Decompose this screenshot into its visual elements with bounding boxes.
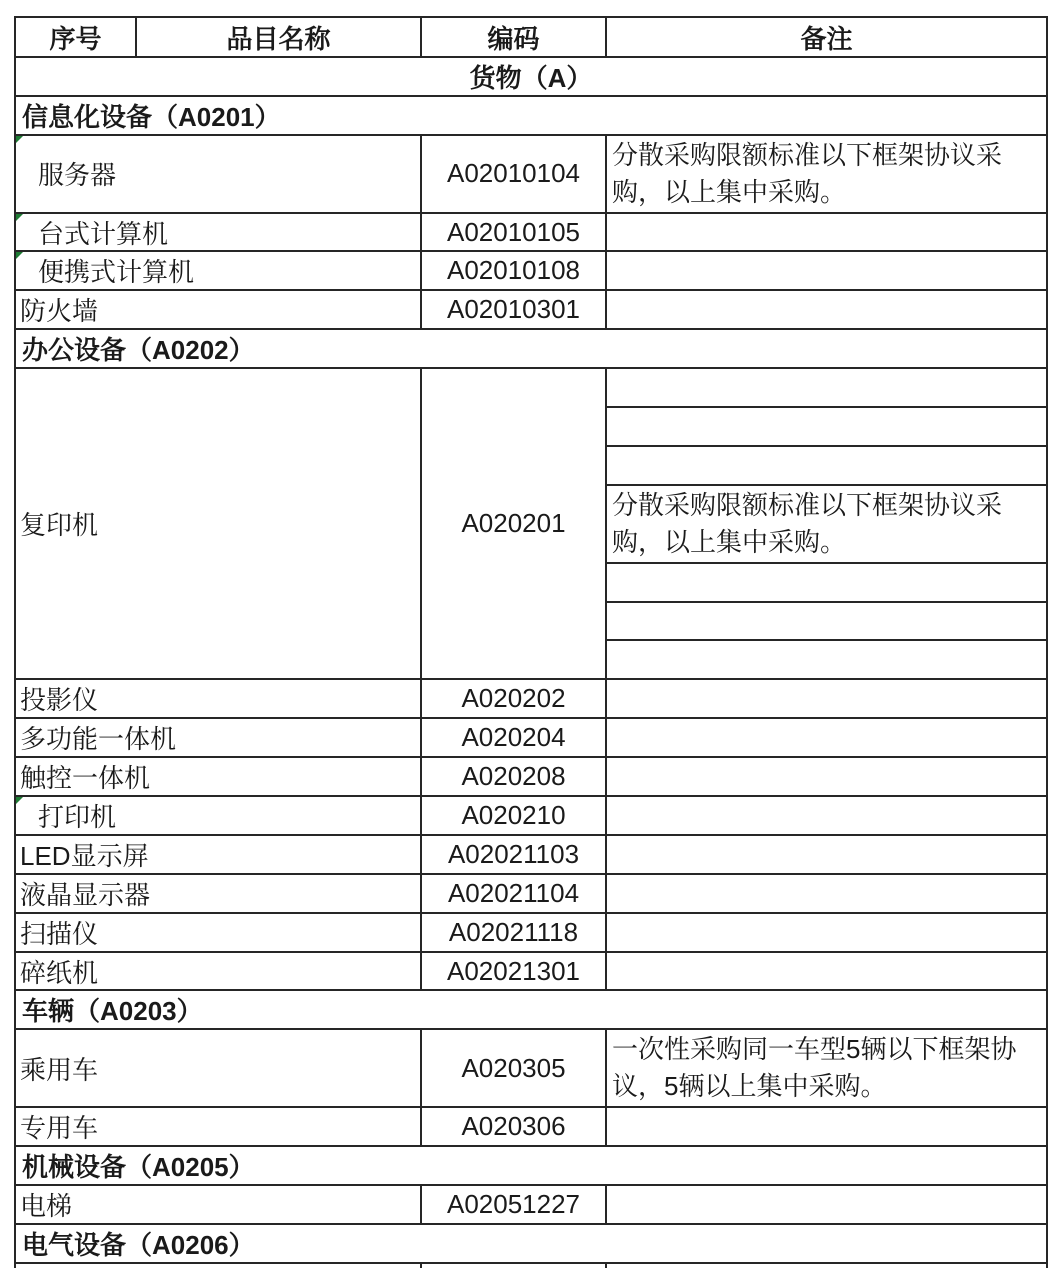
table-row: [16, 252, 1046, 291]
table-row: [16, 136, 1046, 214]
group-title: 车辆（A0203）: [16, 991, 1046, 1030]
header-item-name: 品目名称: [137, 18, 422, 58]
table-row: [16, 291, 1046, 330]
item-name: 液晶显示器: [20, 879, 151, 910]
item-name: 服务器: [38, 160, 117, 191]
note-cell: [607, 408, 1046, 447]
table-row: [16, 369, 1046, 680]
group-title: 信息化设备（A0201）: [16, 97, 1046, 136]
table-row: [16, 1108, 1046, 1147]
table-row: [16, 758, 1046, 797]
item-name: 投影仪: [20, 685, 99, 716]
note-cell: [607, 564, 1046, 603]
group-row: [16, 97, 1046, 136]
note-cell: [607, 291, 1046, 330]
item-name: 多功能一体机: [20, 724, 177, 755]
group-title: 办公设备（A0202）: [16, 330, 1046, 369]
item-notes: [607, 369, 1046, 680]
header-code: 编码: [422, 18, 607, 58]
note-cell: [607, 1108, 1046, 1147]
item-code: A020305: [422, 1030, 607, 1108]
header-row: [16, 18, 1046, 58]
note-cell: [607, 1186, 1046, 1225]
note-cell: [607, 486, 1046, 564]
table-row: [16, 914, 1046, 953]
item-notes: [607, 719, 1046, 758]
item-code: A02010108: [422, 252, 607, 291]
item-name: 复印机: [20, 510, 99, 541]
item-name-cell: [16, 1030, 422, 1108]
item-name: 电梯: [20, 1190, 73, 1221]
note-cell: [607, 603, 1046, 642]
table-row: [16, 836, 1046, 875]
table-row: [16, 680, 1046, 719]
item-name-cell: [16, 836, 422, 875]
item-notes: [607, 1030, 1046, 1108]
item-code: A020306: [422, 1108, 607, 1147]
item-code: A02010105: [422, 214, 607, 253]
item-notes: [607, 136, 1046, 214]
item-code: [422, 1264, 607, 1268]
item-name-cell: [16, 214, 422, 253]
note-line: 分散采购限额标准以下框架协议采: [612, 489, 1003, 520]
item-name-cell: [16, 875, 422, 914]
item-name-cell: [16, 1186, 422, 1225]
item-name-cell: [16, 1108, 422, 1147]
error-indicator-icon: [16, 136, 23, 143]
note-line: 一次性采购同一车型5辆以下框架协: [612, 1034, 1017, 1065]
item-name: 乘用车: [20, 1054, 99, 1085]
note-cell: [607, 214, 1046, 253]
note-cell: [607, 953, 1046, 992]
item-name: 打印机: [38, 801, 117, 832]
table-row: [16, 875, 1046, 914]
item-name-cell: [16, 914, 422, 953]
group-title: 电气设备（A0206）: [16, 1225, 1046, 1264]
note-line: 分散采购限额标准以下框架协议采: [612, 139, 1003, 170]
item-code: A020201: [422, 369, 607, 680]
item-name: 便携式计算机: [38, 257, 195, 288]
note-cell: [607, 136, 1046, 214]
item-notes: [607, 252, 1046, 291]
item-notes: [607, 953, 1046, 992]
note-cell: [607, 797, 1046, 836]
item-code: A02051227: [422, 1186, 607, 1225]
note-line: 购，以上集中采购。: [612, 526, 847, 557]
item-notes: [607, 1186, 1046, 1225]
note-line: 购，以上集中采购。: [612, 176, 847, 207]
item-name: 碎纸机: [20, 957, 99, 988]
note-cell: [607, 1264, 1046, 1268]
item-code: A02010301: [422, 291, 607, 330]
item-notes: [607, 758, 1046, 797]
table-row: [16, 214, 1046, 253]
error-indicator-icon: [16, 214, 23, 221]
note-cell: [607, 758, 1046, 797]
table-body: [16, 97, 1046, 1268]
item-name: 专用车: [20, 1113, 99, 1144]
header-note: 备注: [607, 18, 1046, 58]
item-code: A02021118: [422, 914, 607, 953]
note-line: 议，5辆以上集中采购。: [612, 1071, 887, 1102]
note-cell: [607, 1030, 1046, 1108]
item-name-cell: [16, 680, 422, 719]
error-indicator-icon: [16, 252, 23, 259]
note-cell: [607, 641, 1046, 680]
item-notes: [607, 836, 1046, 875]
table-row: [16, 1186, 1046, 1225]
category-title: 货物（A）: [16, 58, 1046, 97]
group-row: [16, 1147, 1046, 1186]
note-cell: [607, 680, 1046, 719]
category-row: [16, 58, 1046, 97]
item-notes: [607, 680, 1046, 719]
item-name: 扫描仪: [20, 918, 99, 949]
item-code: A02010104: [422, 136, 607, 214]
group-title: 机械设备（A0205）: [16, 1147, 1046, 1186]
item-name-cell: [16, 797, 422, 836]
error-indicator-icon: [16, 797, 23, 804]
item-name: 触控一体机: [20, 763, 151, 794]
group-row: [16, 330, 1046, 369]
header-index: 序号: [16, 18, 137, 58]
note-cell: [607, 836, 1046, 875]
item-name-cell: [16, 291, 422, 330]
note-cell: [607, 875, 1046, 914]
note-cell: [607, 447, 1046, 486]
item-code: A020202: [422, 680, 607, 719]
table-row: [16, 797, 1046, 836]
table-row: [16, 953, 1046, 992]
item-name-cell: [16, 758, 422, 797]
note-cell: [607, 719, 1046, 758]
item-name-cell: [16, 953, 422, 992]
item-notes: [607, 1264, 1046, 1268]
item-code: A020210: [422, 797, 607, 836]
item-name-cell: [16, 369, 422, 680]
item-code: A020208: [422, 758, 607, 797]
item-name: LED显示屏: [20, 840, 149, 871]
table-row-partial: [16, 1264, 1046, 1268]
table-row: [16, 719, 1046, 758]
item-name: 防火墙: [20, 296, 99, 327]
procurement-catalog-table: [14, 16, 1048, 1268]
group-row: [16, 991, 1046, 1030]
item-code: A020204: [422, 719, 607, 758]
item-notes: [607, 214, 1046, 253]
group-row: [16, 1225, 1046, 1264]
item-name: 台式计算机: [38, 218, 169, 249]
item-code: A02021104: [422, 875, 607, 914]
item-name-cell: [16, 719, 422, 758]
item-notes: [607, 914, 1046, 953]
note-cell: [607, 914, 1046, 953]
item-notes: [607, 797, 1046, 836]
item-name-cell: [16, 136, 422, 214]
item-code: A02021103: [422, 836, 607, 875]
item-name-cell: [16, 1264, 422, 1268]
item-notes: [607, 291, 1046, 330]
note-cell: [607, 252, 1046, 291]
item-name-cell: [16, 252, 422, 291]
table-row: [16, 1030, 1046, 1108]
note-cell: [607, 369, 1046, 408]
item-notes: [607, 1108, 1046, 1147]
item-notes: [607, 875, 1046, 914]
item-code: A02021301: [422, 953, 607, 992]
